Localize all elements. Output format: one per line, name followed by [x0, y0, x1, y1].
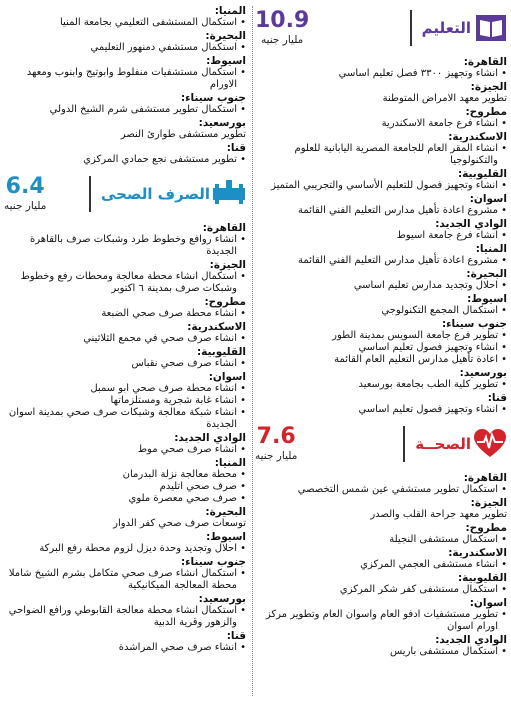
- list-item: • انشاء صرف صحي في مجمع الثلاثيني: [4, 333, 246, 345]
- region-label: اسوان:: [208, 371, 246, 383]
- region-label: جنوب سيناء:: [180, 92, 246, 104]
- left-column: [4, 4, 246, 654]
- region-label: اسيوط:: [206, 531, 246, 543]
- region-label: المنيا:: [475, 243, 507, 255]
- list-item: • اعادة تأهيل مدارس التعليم العام القائمة: [255, 354, 507, 366]
- region-label: جنوب سيناء:: [180, 556, 246, 568]
- list-item: • احلال وتجديد مدارس تعليم اساسي: [255, 280, 507, 292]
- list-item: • انشاء صرف صحي المراشدة: [4, 642, 246, 654]
- list-item: • استكمال مستشفى النجيلة: [255, 534, 507, 546]
- heart-pulse-icon: [475, 428, 507, 460]
- region-label: الوادي الجديد:: [435, 218, 507, 230]
- region-label: الاسكندرية:: [187, 321, 246, 333]
- list-item: • استكمال المجمع التكنولوجي: [255, 305, 507, 317]
- list-item: • مشروع اعادة تأهيل مدارس التعليم الفني القائمة: [255, 255, 507, 267]
- region-label: الوادي الجديد:: [435, 634, 507, 646]
- list-item: • انشاء وتجهيز فصول تعليم اساسي: [255, 342, 507, 354]
- region-label: القليوبية:: [457, 572, 507, 584]
- region-label: المنيا:: [214, 457, 246, 469]
- list-item: • انشاء غابة شجرية ومستلزماتها: [4, 395, 246, 407]
- list-item: • صرف صحي اتليدم: [4, 481, 246, 493]
- list-item: • صرف صحي معصرة ملوي: [4, 493, 246, 505]
- region-label: قنا:: [226, 142, 246, 154]
- list-item: • تطوير فرع جامعة السويس بمدينة الطور: [255, 330, 507, 342]
- region-label: الجيزة:: [470, 497, 507, 509]
- list-item: • استكمال مستشفي دمنهور التعليمي: [4, 42, 246, 54]
- region-label: مطروح:: [465, 106, 507, 118]
- region-label: الاسكندرية:: [448, 547, 507, 559]
- health-list-continued: [4, 5, 246, 166]
- list-item: • احلال وتجديد وحدة ديزل لزوم محطة رفع البركة: [4, 543, 246, 555]
- section-amount: 7.6 مليار جنيه: [255, 424, 298, 463]
- pipe-icon: [214, 178, 246, 210]
- section-title: التعليم: [421, 19, 471, 37]
- list-item: • تطوير مستشفى نجع حمادي المركزي: [4, 154, 246, 166]
- health-list: [255, 472, 507, 658]
- region-label: البحيرة:: [205, 30, 246, 42]
- list-item: • انشاء فرع جامعة اسيوط: [255, 230, 507, 242]
- list-item: • استكمال مستشفى كفر شكر المركزي: [255, 584, 507, 596]
- region-label: البحيرة:: [466, 268, 507, 280]
- list-item: • استكمال المستشفى التعليمي بجامعة المنيا: [4, 17, 246, 29]
- health-header: [255, 422, 507, 466]
- list-item: • انشاء مستشفى العجمي المركزي: [255, 559, 507, 571]
- list-item: • انشاء فرع جامعة الاسكندرية: [255, 118, 507, 130]
- region-label: اسيوط:: [467, 293, 507, 305]
- sanitation-header: [4, 172, 246, 216]
- list-item: • استكمال تطوير مستشفى شرم الشيخ الدولي: [4, 104, 246, 116]
- list-item: • تطوير كلية الطب بجامعة بورسعيد: [255, 379, 507, 391]
- region-label: البحيرة:: [205, 506, 246, 518]
- region-label: المنيا:: [214, 5, 246, 17]
- region-label: جنوب سيناء:: [441, 318, 507, 330]
- region-label: قنا:: [487, 392, 507, 404]
- list-item: • استكمال تطوير مستشفي عين شمس التخصصي: [255, 484, 507, 496]
- list-item: • انشاء وتجهيز فصول تعليم اساسي: [255, 404, 507, 416]
- list-item: تطوير معهد الامراض المتوطنة: [382, 93, 507, 104]
- book-icon: [475, 12, 507, 44]
- region-label: الجيزة:: [470, 81, 507, 93]
- region-label: مطروح:: [204, 296, 246, 308]
- list-item: • انشاء صرف صحي نقباس: [4, 358, 246, 370]
- list-item: • مشروع اعادة تأهيل مدارس التعليم الفني القائمة: [255, 205, 507, 217]
- sanitation-list: [4, 222, 246, 654]
- region-label: اسوان:: [469, 597, 507, 609]
- list-item: • استكمال مستشفى باريس: [255, 646, 507, 658]
- list-item: • محطة معالجة نزلة البدرمان: [4, 469, 246, 481]
- list-item: • انشاء محطة صرف صحي الضبعة: [4, 308, 246, 320]
- region-label: قنا:: [226, 630, 246, 642]
- region-label: القاهرة:: [463, 56, 507, 68]
- list-item: توسعات صرف صحي كفر الدوار: [113, 518, 246, 529]
- list-item: • استكمال انشاء محطة معالجة ومحطات رفع وخطوط وشبكات صرف بمدينة ٦ اكتوبر: [4, 271, 246, 295]
- section-title: الصحــة: [415, 435, 471, 453]
- region-label: مطروح:: [465, 522, 507, 534]
- list-item: • استكمال انشاء محطة معالجة القابوطي ورافع الضواحي والزهور وقرية الدبية: [4, 605, 246, 629]
- education-header: [255, 6, 507, 50]
- section-title: الصرف الصحى: [100, 185, 210, 203]
- region-label: اسيوط:: [206, 55, 246, 67]
- list-item: • انشاء شبكة معالجة وشبكات صرف صحي بمدينة اسوان الجديدة: [4, 407, 246, 431]
- region-label: القاهرة:: [463, 472, 507, 484]
- region-label: الجيزة:: [209, 259, 246, 271]
- list-item: • انشاء صرف صحي موط: [4, 444, 246, 456]
- list-item: • تطوير مستشفيات ادفو العام واسوان العام وتطوير مركز اورام اسوان: [255, 609, 507, 633]
- list-item: • انشاء محطة صرف صحي ابو سمبل: [4, 383, 246, 395]
- region-label: بورسعيد:: [198, 117, 246, 129]
- section-amount: 10.9 مليار جنيه: [255, 8, 310, 47]
- list-item: • انشاء وتجهيز فصول للتعليم الأساسي والتجريبي المتميز: [255, 180, 507, 192]
- region-label: بورسعيد:: [459, 367, 507, 379]
- region-label: القاهرة:: [202, 222, 246, 234]
- education-list: [255, 56, 507, 416]
- region-label: القليوبية:: [457, 168, 507, 180]
- column-divider: [252, 6, 253, 696]
- list-item: • انشاء وتجهيز ٣٣٠٠ فصل تعليم اساسي: [255, 68, 507, 80]
- region-label: الوادي الجديد:: [174, 432, 246, 444]
- list-item: تطوير معهد جراحة القلب والصدر: [370, 509, 507, 520]
- right-column: [255, 4, 507, 658]
- list-item: • استكمال انشاء صرف صحي متكامل بشرم الشيخ شاملا محطة المعالجة الميكانيكية: [4, 568, 246, 592]
- list-item: تطوير مستشفى طوارئ النصر: [120, 129, 246, 140]
- list-item: • استكمال مستشفيات منفلوط وابوتيج وابنوب ومعهد الاورام: [4, 67, 246, 91]
- list-item: • انشاء المقر العام للجامعة المصرية اليابانية للعلوم والتكنولوجيا: [255, 143, 507, 167]
- region-label: القليوبية:: [196, 346, 246, 358]
- section-amount: 6.4 مليار جنيه: [4, 174, 47, 213]
- region-label: بورسعيد:: [198, 593, 246, 605]
- region-label: اسوان:: [469, 193, 507, 205]
- list-item: • انشاء روافع وخطوط طرد وشبكات صرف بالقاهرة الجديدة: [4, 234, 246, 258]
- region-label: الاسكندرية:: [448, 131, 507, 143]
